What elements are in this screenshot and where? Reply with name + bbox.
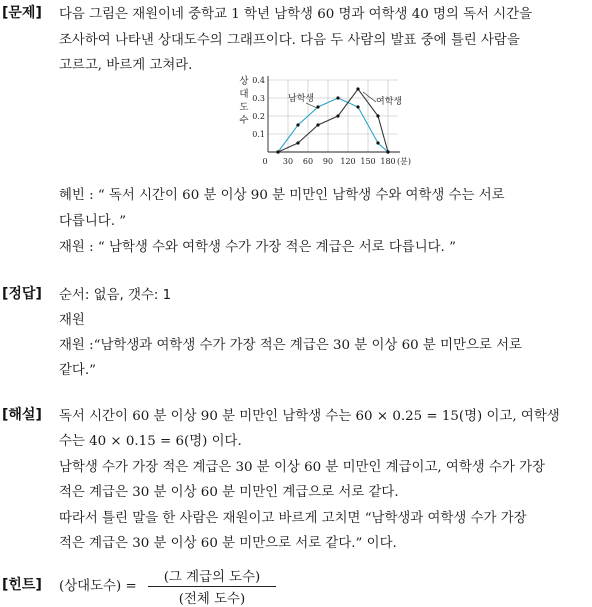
x-axis-unit-label: (분) bbox=[397, 157, 411, 166]
x-tick-label: 180 bbox=[380, 157, 396, 166]
explanation-line-1: 독서 시간이 60 분 이상 90 분 미만인 남학생 수는 60 × 0.25 = 15(명) 이고, 여학생 bbox=[59, 409, 560, 424]
explanation-tag: [해설] bbox=[2, 407, 42, 423]
data-point bbox=[296, 123, 299, 126]
x-tick-label: 60 bbox=[302, 157, 314, 166]
answer-line-1: 순서: 없음, 갯수: 1 bbox=[59, 288, 172, 303]
answer-line-2: 재원 bbox=[59, 313, 85, 328]
x-tick-label: 120 bbox=[340, 157, 356, 166]
x-tick-label: 30 bbox=[282, 157, 294, 166]
series-label-girls: 여학생 bbox=[376, 97, 403, 107]
data-point bbox=[356, 87, 359, 90]
explanation-line-6: 적은 계급은 30 분 이상 60 분 미만으로 서로 같다.” 이다. bbox=[59, 536, 397, 551]
data-point bbox=[316, 123, 319, 126]
data-point bbox=[376, 141, 379, 144]
data-point bbox=[296, 141, 299, 144]
data-point bbox=[386, 150, 389, 153]
y-axis-label-char: 대 bbox=[239, 89, 249, 100]
y-tick-label: 0.1 bbox=[252, 130, 265, 139]
y-tick-label: 0.2 bbox=[252, 112, 265, 121]
x-tick-label: 150 bbox=[360, 157, 376, 166]
explanation-line-3: 남학생 수가 가장 적은 계급은 30 분 이상 60 분 미만인 계급이고, 여학생 수가 가장 bbox=[59, 460, 545, 475]
data-point bbox=[336, 114, 339, 117]
data-point bbox=[356, 105, 359, 108]
explanation-line-4: 적은 계급은 30 분 이상 60 분 미만인 계급으로 서로 같다. bbox=[59, 485, 399, 500]
answer-line-3: 재원 :“남학생과 여학생 수가 가장 적은 계급은 30 분 이상 60 분 미만으로 서로 bbox=[59, 338, 522, 353]
y-axis-label-char: 수 bbox=[239, 115, 249, 126]
data-point bbox=[376, 114, 379, 117]
answer-line-4: 같다.” bbox=[59, 363, 96, 378]
data-point bbox=[276, 150, 279, 153]
y-tick-label: 0.3 bbox=[252, 94, 265, 103]
problem-line-2: 조사하여 나타낸 상대도수의 그래프이다. 다음 두 사람의 발표 중에 틀린 사람을 bbox=[59, 33, 520, 48]
statement-hyebin-line-1: 혜빈 : “ 독서 시간이 60 분 이상 90 분 미만인 남학생 수와 여학생 수는 서로 bbox=[59, 188, 505, 203]
hint-formula-lhs: (상대도수) = bbox=[59, 579, 137, 594]
problem-tag: [문제] bbox=[2, 5, 42, 21]
y-tick-label: 0.4 bbox=[252, 76, 265, 85]
statement-hyebin-line-2: 다릅니다. ” bbox=[59, 214, 127, 229]
explanation-line-5: 따라서 틀린 말을 한 사람은 재원이고 바르게 고치면 “남학생과 여학생 수가 가장 bbox=[59, 511, 527, 526]
hint-denominator: (전체 도수) bbox=[178, 592, 246, 607]
hint-numerator: (그 계급의 도수) bbox=[148, 566, 276, 587]
relative-frequency-chart bbox=[236, 72, 422, 170]
answer-tag: [정답] bbox=[2, 286, 42, 302]
series-line-0 bbox=[278, 98, 388, 152]
data-point bbox=[336, 96, 339, 99]
statement-jaewon: 재원 : “ 남학생 수와 여학생 수가 가장 적은 계급은 서로 다릅니다. ” bbox=[59, 240, 456, 255]
hint-tag: [힌트] bbox=[2, 577, 42, 593]
explanation-line-2: 수는 40 × 0.15 = 6(명) 이다. bbox=[59, 434, 242, 449]
y-axis-label-char: 도 bbox=[239, 102, 249, 113]
series-label-boys: 남학생 bbox=[288, 94, 315, 104]
leader-line-girls bbox=[363, 92, 376, 102]
x-tick-label: 90 bbox=[322, 157, 334, 166]
problem-line-1: 다음 그림은 재원이네 중학교 1 학년 남학생 60 명과 여학생 40 명의 독서 시간을 bbox=[59, 7, 533, 22]
problem-line-3: 고르고, 바르게 고쳐라. bbox=[59, 58, 193, 73]
x-tick-label: 0 bbox=[262, 157, 268, 166]
hint-fraction bbox=[148, 566, 276, 607]
y-axis-label-char: 상 bbox=[239, 76, 249, 87]
